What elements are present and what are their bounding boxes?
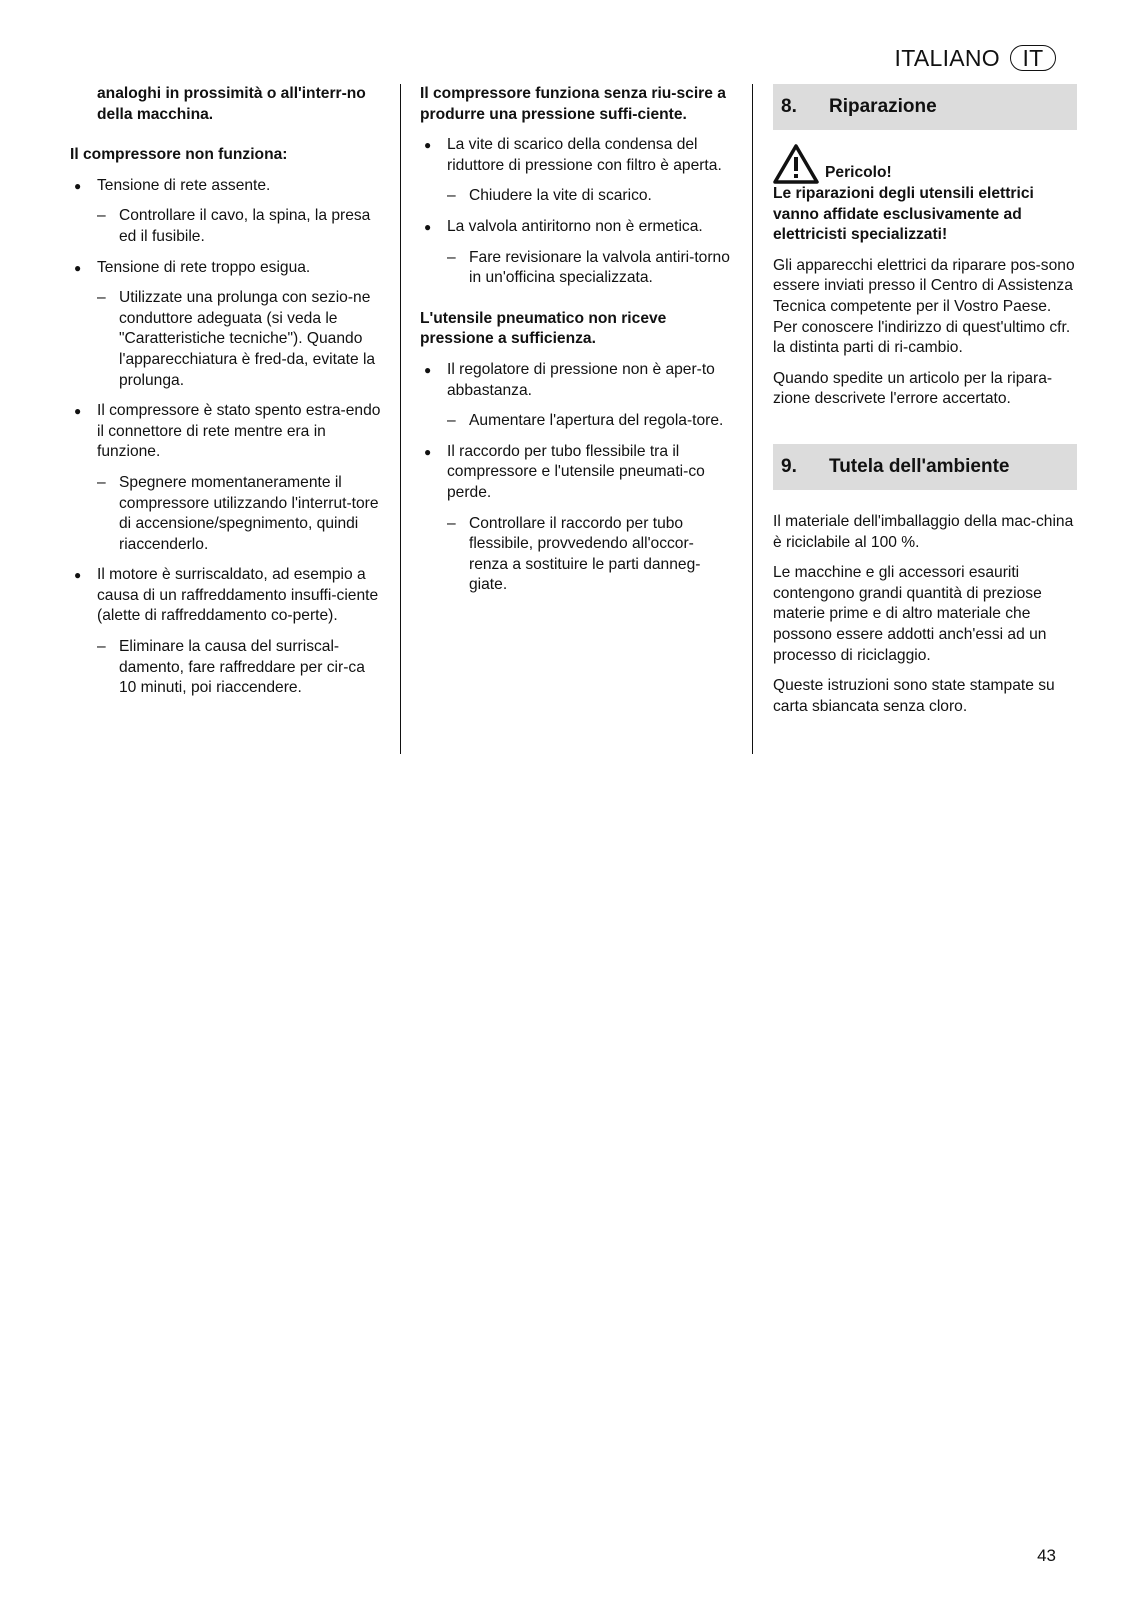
paragraph: Le macchine e gli accessori esauriti contengono grandi quantità di preziose materie prime e di altro materiale che possono essere addotti anch'essi ad un processo di riciclaggio. (773, 564, 1047, 664)
column-right (773, 84, 1077, 727)
list-item: ● Il regolatore di pressione non è aper-to abbastanza. (424, 360, 715, 399)
section-number: 9. (781, 455, 797, 477)
list-subitem: – Aumentare l'apertura del regola-tore. (420, 411, 732, 432)
dash-icon: – (447, 412, 456, 430)
warning-triangle-icon (773, 144, 819, 184)
danger-title: Pericolo! (825, 164, 892, 182)
paragraph: Quando spedite un articolo per la ripara-zione descrivete l'errore accertato. (773, 369, 1053, 408)
bullet-icon: ● (74, 404, 82, 419)
language-code-badge: IT (1010, 45, 1056, 71)
list-item: ● Tensione di rete troppo esigua. (70, 258, 382, 279)
bullet-icon: ● (424, 362, 432, 377)
danger-text: Le riparazioni degli utensili elettrici vanno affidate esclusivamente ad elettricisti specializzati! (773, 185, 1034, 244)
list-item: ● Tensione di rete assente. (70, 176, 382, 197)
bullet-icon: ● (424, 444, 432, 459)
paragraph: Queste istruzioni sono state stampate su carta sbiancata senza cloro. (773, 677, 1055, 715)
section-heading-environment (773, 444, 1077, 490)
danger-notice (773, 144, 1077, 246)
page-number: 43 (1037, 1546, 1056, 1565)
list-subitem: – Spegnere momentaneramente il compressore utilizzando l'interrut-tore di accensione/spegnimento, quindi riaccenderlo. (97, 473, 379, 553)
list-subitem: – Controllare il cavo, la spina, la presa ed il fusibile. (97, 207, 371, 245)
list-item: ● La vite di scarico della condensa del riduttore di pressione con filtro è aperta. (424, 136, 722, 174)
dash-icon: – (97, 207, 106, 225)
column-middle (420, 84, 732, 606)
list-subitem: – Utilizzate una prolunga con sezio-ne conduttore adeguata (si veda le "Caratteristiche tecniche"). Quando l'apparecchiatura è fred-da, evitate la prolunga. (97, 289, 376, 389)
list-subitem: – Chiudere la vite di scarico. (420, 186, 732, 207)
dash-icon: – (97, 473, 106, 491)
list-item: ● Il motore è surriscaldato, ad esempio a causa di un raffreddamento insuffi-ciente (alette di raffreddamento co-perte). (74, 566, 379, 625)
subheading-not-working: Il compressore non funziona: (70, 146, 288, 164)
dash-icon: – (447, 248, 456, 266)
bullet-icon: ● (74, 568, 82, 583)
section-title: Riparazione (829, 95, 937, 117)
list-item: ● Il compressore è stato spento estra-endo il connettore di rete mentre era in funzione. (74, 402, 381, 461)
column-divider-1 (400, 84, 401, 754)
bullet-icon: ● (74, 178, 82, 193)
subheading-tool-pressure: L'utensile pneumatico non riceve pressione a sufficienza. (420, 309, 667, 348)
bullet-icon: ● (424, 219, 432, 234)
list-item: ● La valvola antiritorno non è ermetica. (420, 217, 732, 238)
list-subitem: – Controllare il raccordo per tubo flessibile, provvedendo all'occor-renza a sostituire le parti danneg-giate. (447, 514, 701, 594)
list-subitem: – Eliminare la causa del surriscal-damento, fare raffreddare per cir-ca 10 minuti, poi riaccendere. (97, 638, 365, 697)
dash-icon: – (97, 638, 106, 656)
bullet-icon: ● (74, 260, 82, 275)
list-item: ● Il raccordo per tubo flessibile tra il compressore e l'utensile pneumati-co perde. (424, 442, 705, 501)
subheading-insufficient-pressure: Il compressore funziona senza riu-scire a produrre una pressione suffi-ciente. (420, 85, 726, 123)
list-subitem: – Fare revisionare la valvola antiri-torno in un'officina specializzata. (447, 248, 730, 287)
dash-icon: – (447, 514, 456, 532)
section-heading-repair (773, 84, 1077, 130)
column-left (70, 84, 382, 709)
bullet-icon: ● (424, 138, 432, 153)
dash-icon: – (447, 187, 456, 205)
section-number: 8. (781, 95, 797, 117)
dash-icon: – (97, 289, 106, 307)
intro-text: analoghi in prossimità o all'interr-no della macchina. (97, 85, 366, 123)
section-title: Tutela dell'ambiente (829, 455, 1010, 477)
language-label: ITALIANO (894, 45, 1000, 71)
paragraph: Il materiale dell'imballaggio della mac-china è riciclabile al 100 %. (773, 512, 1074, 551)
paragraph: Gli apparecchi elettrici da riparare pos-sono essere inviati presso il Centro di Assistenza Tecnica competente per il Vostro Paese. Per conoscere l'indirizzo di quest'ultimo cfr. la distinta parti di ri-cambio. (773, 256, 1075, 357)
column-divider-2 (752, 84, 753, 754)
language-header (895, 44, 1057, 72)
